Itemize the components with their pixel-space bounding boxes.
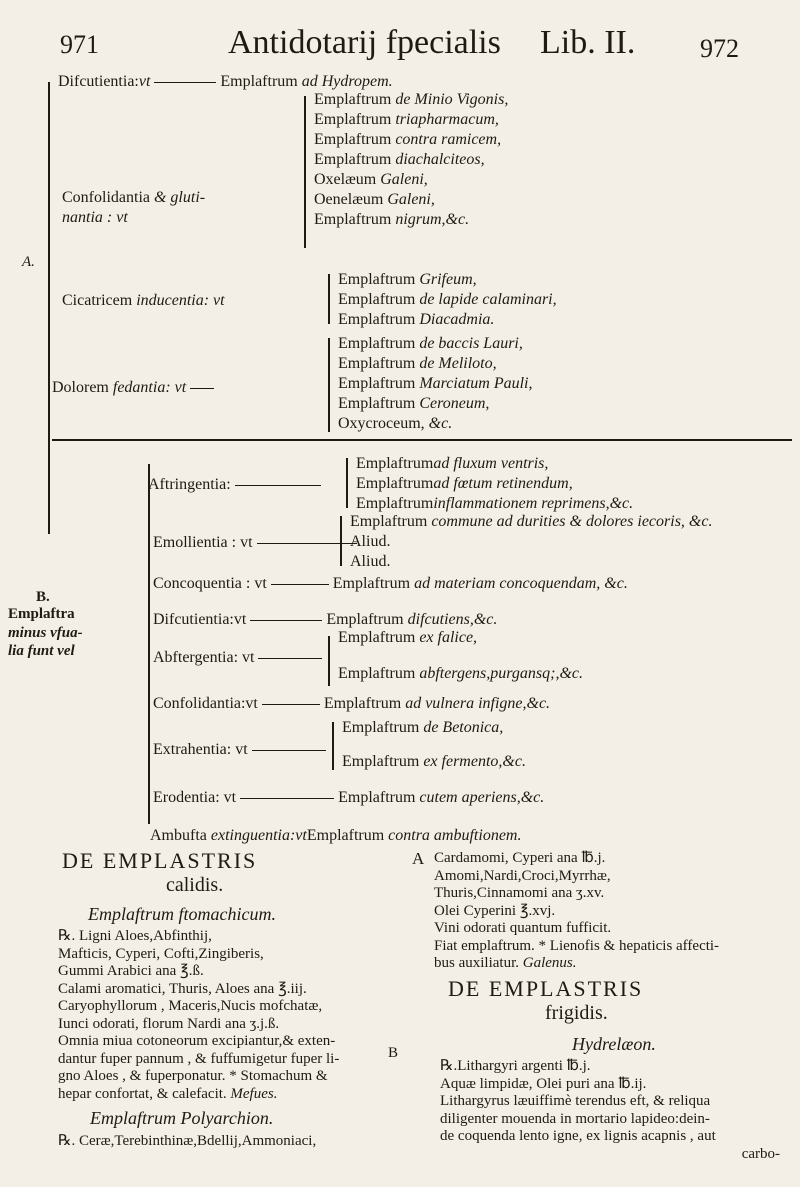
right-section-subtitle: frigidis.: [545, 1002, 608, 1024]
confolidantia-list: Emplaftrum de Minio Vigonis, Emplaftrum triapharmacum, Emplaftrum contra ramicem, Emplaftrum diachalciteos, Oxelæum Galeni, Oenelæum Galeni, Emplaftrum nigrum,&c.: [314, 91, 509, 228]
section-a-brace: [48, 82, 50, 534]
extrahentia-label: Extrahentia: vt: [153, 740, 326, 760]
cicatricem-label: Cicatricem inducentia: vt: [62, 292, 225, 309]
confolidantia-brace: [304, 96, 306, 248]
aftringentia-label: Aftringentia:: [148, 475, 321, 495]
extrahentia-brace: [332, 722, 334, 770]
section-b-side-2: minus vfua-: [8, 625, 83, 641]
extrahentia-list: Emplaftrum de Betonica, Emplaftrum ex fermento,&c.: [342, 719, 526, 770]
emollientia-brace: [340, 516, 342, 566]
aftringentia-brace: [346, 458, 348, 508]
cicatricem-list: Emplaftrum Grifeum, Emplaftrum de lapide calaminari, Emplaftrum Diacadmia.: [338, 271, 557, 328]
dolorem-list: Emplaftrum de baccis Lauri, Emplaftrum de Meliloto, Emplaftrum Marciatum Pauli, Emplaftrum Ceroneum, Oxycroceum, &c.: [338, 335, 533, 432]
emollientia-list: Emplaftrum commune ad durities & dolores iecoris, &c. Aliud. Aliud.: [350, 513, 713, 570]
section-b-brace: [148, 464, 150, 824]
difcutientia-b-line: Difcutientia:vt Emplaftrum difcutiens,&c.: [153, 611, 498, 628]
aftringentia-list: Emplaftrumad fluxum ventris, Emplaftrumad fœtum retinendum, Emplaftruminflammationem reprimens,&c.: [356, 455, 634, 512]
book-number: Lib. II.: [540, 24, 636, 61]
right-recipe-text: Cardamomi, Cyperi ana ℔.j. Amomi,Nardi,Croci,Myrrhæ, Thuris,Cinnamomi ana ʒ.xv. Olei Cyperini ℥.xvj. Vini odorati quantum fufficit. Fiat emplaftrum. * Lienofis & hepaticis affecti- bus auxiliatur. Galenus.: [434, 850, 720, 971]
recipe2-title: Emplaftrum Polyarchion.: [90, 1108, 274, 1128]
left-page-number: 971: [60, 30, 99, 59]
erodentia-line: Erodentia: vt Emplaftrum cutem aperiens,&c.: [153, 789, 545, 806]
section-b-marker: B.: [36, 589, 50, 605]
section-a-marker: A.: [22, 254, 35, 270]
ambufta-line: Ambufta extinguentia:vtEmplaftrum contra ambuftionem.: [150, 827, 522, 844]
confolidantia-a-label2: nantia : vt: [62, 209, 128, 226]
cicatricem-brace: [328, 274, 330, 324]
emollientia-label: Emollientia : vt: [153, 533, 357, 553]
hydrelaeon-text: ℞.Lithargyri argenti ℔.j. Aquæ limpidæ, Olei puri ana ℔.ij. Lithargyrus læuiffimè terendus eft, & reliqua diligenter mouenda in mortario lapideo:dein- de coquenda lento igne, ex lignis acapnis , aut carbo-: [440, 1058, 780, 1162]
hydrelaeon-title: Hydrelæon.: [572, 1034, 656, 1054]
concoquentia-line: Concoquentia : vt Emplaftrum ad materiam concoquendam, &c.: [153, 575, 628, 592]
running-title: Antidotarij fpecialis: [228, 24, 501, 61]
difcutientia-a: Difcutientia:vt Emplaftrum ad Hydropem.: [58, 73, 393, 90]
left-section-subtitle: calidis.: [166, 874, 224, 896]
confolidantia-a-label: Confolidantia & gluti-: [62, 189, 206, 206]
abftergentia-label: Abftergentia: vt: [153, 648, 322, 668]
section-b-side-1: Emplaftra: [8, 606, 75, 622]
confolidantia-b-line: Confolidantia:vt Emplaftrum ad vulnera infigne,&c.: [153, 695, 551, 712]
left-section-title: DE EMPLASTRIS: [62, 848, 258, 873]
dolorem-label: Dolorem fedantia: vt: [52, 378, 214, 398]
dolorem-brace: [328, 338, 330, 432]
section-b-side-3: lia funt vel: [8, 643, 75, 659]
recipe2-text: ℞. Ceræ,Terebinthinæ,Bdellij,Ammoniaci,: [58, 1133, 317, 1149]
abftergentia-list: Emplaftrum ex falice, Emplaftrum abftergens,purgansq;,&c.: [338, 629, 583, 682]
right-page-number: 972: [700, 34, 739, 63]
marker-a: A: [412, 849, 425, 868]
abftergentia-brace: [328, 636, 330, 686]
section-divider: [52, 439, 792, 441]
right-section-title: DE EMPLASTRIS: [448, 976, 644, 1001]
recipe1-text: ℞. Ligni Aloes,Abfinthij, Mafticis, Cyperi, Cofti,Zingiberis, Gummi Arabici ana ℥.ß. Calami aromatici, Thuris, Aloes ana ℥.iij. Caryophyllorum , Maceris,Nucis mofchatæ, Iunci odorati, florum Nardi ana ʒ.j.ß. Omnia miua cotoneorum excipiantur,& exten- dantur fuper pannum , & fuffumigetur fuper li- gno Aloes , & fuperponatur. * Stomachum & hepar confortat, & calefacit. Mefues.: [58, 928, 340, 1102]
recipe1-title: Emplaftrum ftomachicum.: [88, 904, 276, 924]
marker-b: B: [388, 1045, 399, 1061]
